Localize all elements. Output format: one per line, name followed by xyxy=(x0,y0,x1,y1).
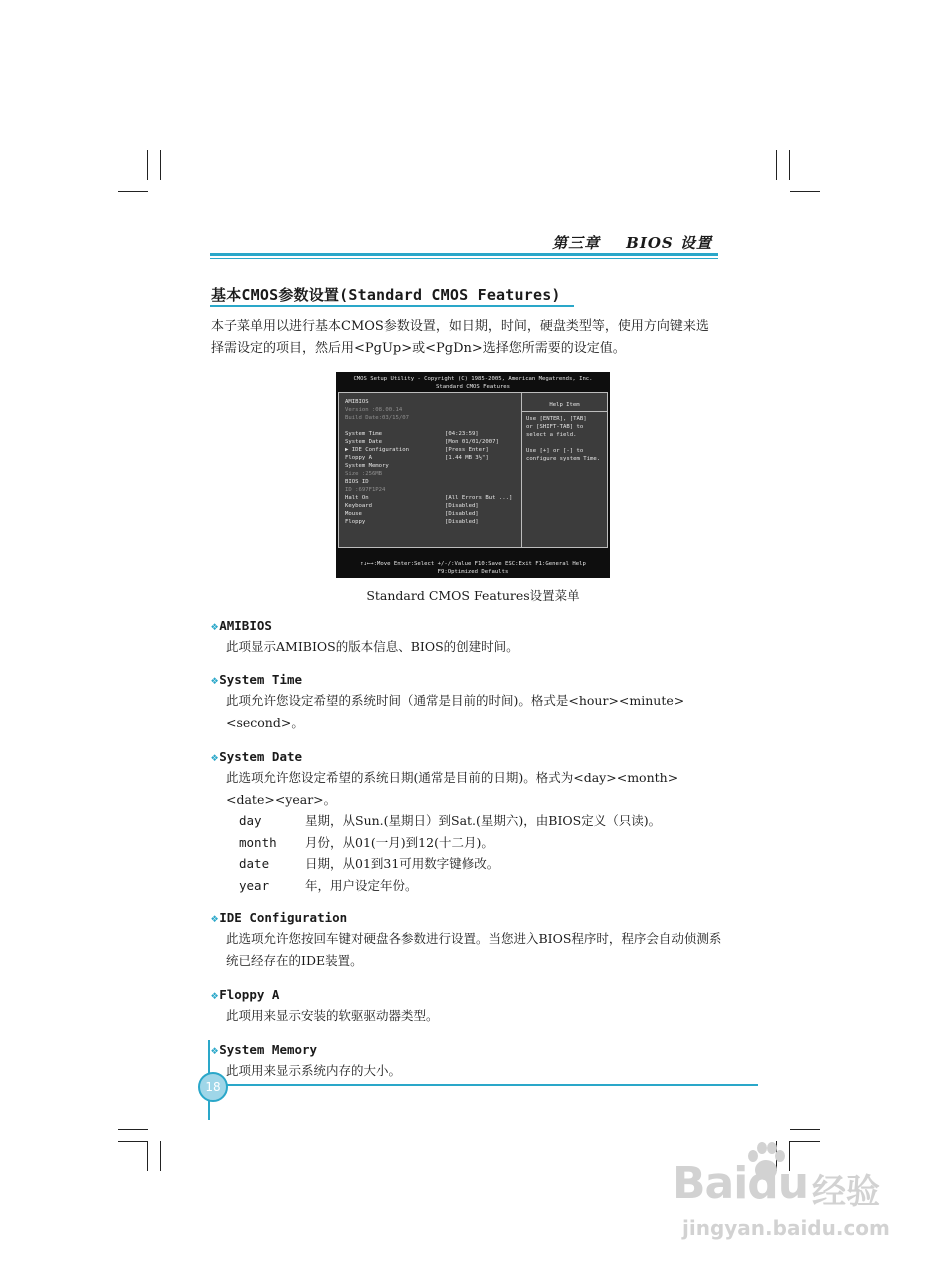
watermark-logo: Baidu xyxy=(672,1158,809,1209)
bios-divider xyxy=(521,393,522,547)
bios-screenshot xyxy=(336,372,610,578)
bios-setting-row xyxy=(345,406,520,414)
item-title: ❖System Memory xyxy=(211,1042,318,1057)
bios-setting-row xyxy=(345,478,520,486)
bios-setting-value: [04:23:59] xyxy=(445,431,479,437)
bios-footer-line1: ↑↓←→:Move Enter:Select +/-/:Value F10:Save ESC:Exit F1:General Help xyxy=(360,561,586,567)
bios-setting-row xyxy=(345,422,520,430)
bios-setting-row xyxy=(345,454,520,462)
date-field-key: month xyxy=(239,834,277,850)
bios-setting-row xyxy=(345,446,520,454)
bios-help-line: configure system Time. xyxy=(526,456,601,462)
date-field-row xyxy=(211,810,723,832)
item-system-date xyxy=(211,747,723,896)
item-body: 此项用来显示系统内存的大小。 xyxy=(226,1063,402,1078)
item-body: 此项用来显示安装的软驱驱动器类型。 xyxy=(226,1008,439,1023)
bios-frame xyxy=(338,392,608,548)
watermark-cn: 经验 xyxy=(812,1172,880,1212)
date-field-list xyxy=(211,810,723,896)
crop-mark xyxy=(790,191,820,192)
crop-mark xyxy=(160,1141,161,1171)
bios-setting-row xyxy=(345,486,520,494)
bios-setting-label: Floppy A xyxy=(345,455,372,461)
date-field-desc: 月份，从01(一月)到12(十二月)。 xyxy=(305,834,494,850)
bios-setting-label: AMIBIOS xyxy=(345,399,369,405)
bios-setting-row xyxy=(345,494,520,502)
chapter-header xyxy=(210,232,718,262)
date-field-desc: 年，用户设定年份。 xyxy=(305,877,418,893)
bios-header-line1: CMOS Setup Utility - Copyright (C) 1985-2005, American Megatrends, Inc. xyxy=(353,376,593,382)
crop-mark xyxy=(790,1129,820,1130)
bios-setting-label: Build Date:03/15/07 xyxy=(345,415,409,421)
diamond-bullet-icon: ❖ xyxy=(211,750,219,764)
bios-help-line xyxy=(526,439,606,447)
bios-setting-value: [Disabled] xyxy=(445,511,479,517)
crop-mark xyxy=(118,191,148,192)
chapter-number: 第三章 xyxy=(552,234,601,252)
diamond-bullet-icon: ❖ xyxy=(211,619,219,633)
item-ide-configuration xyxy=(211,908,723,971)
bios-setting-value: [Disabled] xyxy=(445,503,479,509)
item-system-time xyxy=(211,670,723,733)
section-underline xyxy=(210,305,574,307)
crop-mark xyxy=(776,150,777,180)
date-field-desc: 星期，从Sun.(星期日）到Sat.(星期六)，由BIOS定义（只读)。 xyxy=(305,813,662,828)
item-floppy-a xyxy=(211,985,723,1027)
date-field-row xyxy=(211,875,723,897)
crop-mark xyxy=(789,150,790,180)
baidu-watermark xyxy=(662,1140,922,1250)
bios-setting-row xyxy=(345,398,520,406)
bios-setting-label: Halt On xyxy=(345,495,369,501)
date-field-key: day xyxy=(239,813,262,828)
item-amibios xyxy=(211,616,723,658)
item-title: ❖System Time xyxy=(211,672,303,687)
bios-setting-label: Size :256MB xyxy=(345,471,383,477)
bios-setting-row xyxy=(345,438,520,446)
bios-setting-value: [Mon 01/01/2007] xyxy=(445,439,499,445)
crop-mark xyxy=(147,150,148,180)
crop-mark xyxy=(118,1141,148,1142)
date-field-key: date xyxy=(239,856,270,871)
bios-setting-label: Mouse xyxy=(345,511,362,517)
bios-setting-row xyxy=(345,414,520,422)
bios-setting-row xyxy=(345,510,520,518)
bios-setting-value: [1.44 MB 3½"] xyxy=(445,455,489,461)
bios-help-line: Use [+] or [-] to xyxy=(526,448,584,454)
item-title: ❖IDE Configuration xyxy=(211,910,348,925)
diamond-bullet-icon: ❖ xyxy=(211,673,219,687)
watermark-url: jingyan.baidu.com xyxy=(682,1216,890,1240)
header-rule xyxy=(210,253,718,256)
diamond-bullet-icon: ❖ xyxy=(211,911,219,925)
date-field-desc: 日期，从01到31可用数字键修改。 xyxy=(305,856,500,871)
bios-help-rule xyxy=(522,411,607,412)
footer-rule xyxy=(210,1084,758,1086)
bios-setting-label: System Time xyxy=(345,431,383,437)
bios-setting-label: BIOS ID xyxy=(345,479,369,485)
date-field-row xyxy=(211,853,723,875)
figure-caption: Standard CMOS Features设置菜单 xyxy=(366,588,580,603)
item-system-memory xyxy=(211,1040,723,1082)
bios-help-line: select a field. xyxy=(526,432,577,438)
bios-help-line: Use [ENTER], [TAB] xyxy=(526,416,587,422)
bios-settings-list xyxy=(345,398,520,526)
bios-setting-label: ▶ IDE Configuration xyxy=(345,447,409,453)
bios-footer xyxy=(336,560,610,576)
chapter-name: BIOS 设置 xyxy=(626,234,712,252)
intro-paragraph: 本子菜单用以进行基本CMOS参数设置，如日期，时间，硬盘类型等，使用方向键来选择需设定的项目，然后用<PgUp>或<PgDn>选择您所需要的设定值。 xyxy=(211,319,709,356)
bios-setting-label: System Memory xyxy=(345,463,389,469)
header-rule-thin xyxy=(210,258,718,259)
chapter-title xyxy=(552,232,712,253)
bios-setting-row xyxy=(345,518,520,526)
crop-mark xyxy=(160,150,161,180)
bios-setting-label: ID :697F1P24 xyxy=(345,487,386,493)
bios-setting-label: Keyboard xyxy=(345,503,372,509)
bios-setting-label: System Date xyxy=(345,439,383,445)
item-body: 此选项允许您设定希望的系统日期(通常是目前的日期)。格式为<day><month><date><year>。 xyxy=(226,770,679,807)
bios-setting-label: Floppy xyxy=(345,519,366,525)
item-body: 此项允许您设定希望的系统时间（通常是目前的时间)。格式是<hour><minute><second>。 xyxy=(226,693,685,730)
bios-header-line2: Standard CMOS Features xyxy=(435,384,511,390)
bios-setting-row xyxy=(345,462,520,470)
bios-setting-row xyxy=(345,502,520,510)
bios-setting-value: [All Errors But ...] xyxy=(445,495,513,501)
bios-setting-value: [Disabled] xyxy=(445,519,479,525)
bios-setting-value: [Press Enter] xyxy=(445,447,489,453)
date-field-key: year xyxy=(239,877,270,893)
item-body: 此选项允许您按回车键对硬盘各参数进行设置。当您进入BIOS程序时，程序会自动侦测系统已经存在的IDE装置。 xyxy=(226,931,722,968)
diamond-bullet-icon: ❖ xyxy=(211,1043,219,1057)
date-field-row xyxy=(211,832,723,854)
bios-footer-line2: F9:Optimized Defaults xyxy=(437,569,509,575)
bios-help-line: or [SHIFT-TAB] to xyxy=(526,424,584,430)
bios-setting-row xyxy=(345,470,520,478)
item-title: ❖System Date xyxy=(211,749,303,764)
crop-mark xyxy=(118,1129,148,1130)
section-title: 基本CMOS参数设置(Standard CMOS Features) xyxy=(211,286,561,304)
bios-help-title: Help Item xyxy=(549,402,580,408)
crop-mark xyxy=(147,1141,148,1171)
bios-setting-label: Version :08.00.14 xyxy=(345,407,403,413)
bios-setting-row xyxy=(345,430,520,438)
page-number: 18 xyxy=(198,1072,228,1102)
bios-help-text xyxy=(526,415,606,463)
item-title: ❖AMIBIOS xyxy=(211,618,272,633)
item-body: 此项显示AMIBIOS的版本信息、BIOS的创建时间。 xyxy=(226,639,519,654)
bios-header xyxy=(336,375,610,391)
diamond-bullet-icon: ❖ xyxy=(211,988,219,1002)
item-title: ❖Floppy A xyxy=(211,987,280,1002)
